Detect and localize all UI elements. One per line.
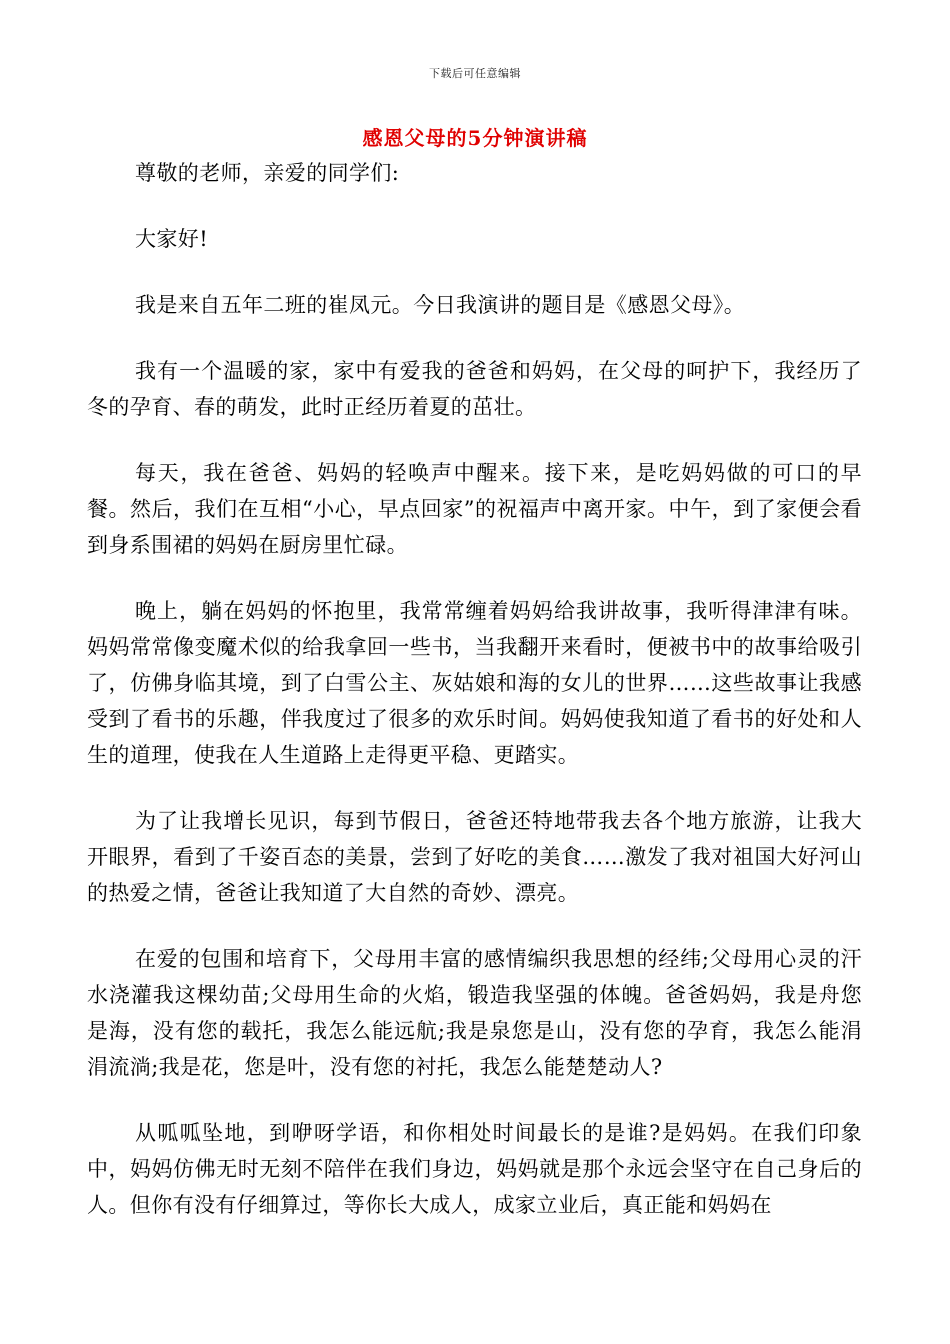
paragraph-intro: 我是来自五年二班的崔凤元。今日我演讲的题目是《感恩父母》。 bbox=[135, 293, 746, 317]
paragraph: 从呱呱坠地，到咿呀学语，和你相处时间最长的是谁?是妈妈。在我们印象中，妈妈仿佛无时无刻不陪伴在我们身边，妈妈就是那个永远会坚守在自己身后的人。但你有没有仔细算过，等你长大成人，成家立业后，真正能和妈妈在 bbox=[87, 1121, 862, 1217]
paragraph: 我有一个温暖的家，家中有爱我的爸爸和妈妈，在父母的呵护下，我经历了冬的孕育、春的萌发，此时正经历着夏的茁壮。 bbox=[87, 359, 862, 419]
document-body bbox=[87, 155, 862, 1253]
paragraph: 每天，我在爸爸、妈妈的轻唤声中醒来。接下来，是吃妈妈做的可口的早餐。然后，我们在互相“小心，早点回家”的祝福声中离开家。中午，到了家便会看到身系围裙的妈妈在厨房里忙碌。 bbox=[87, 461, 862, 557]
paragraph: 在爱的包围和培育下，父母用丰富的感情编织我思想的经纬;父母用心灵的汗水浇灌我这棵幼苗;父母用生命的火焰，锻造我坚强的体魄。爸爸妈妈，我是舟您是海，没有您的载托，我怎么能远航;我是泉您是山，没有您的孕育，我怎么能涓涓流淌;我是花，您是叶，没有您的衬托，我怎么能楚楚动人? bbox=[87, 947, 862, 1079]
paragraph-salutation: 尊敬的老师，亲爱的同学们: bbox=[135, 161, 400, 185]
paragraph-greeting: 大家好! bbox=[135, 227, 209, 251]
document-title: 感恩父母的5分钟演讲稿 bbox=[362, 126, 588, 150]
header-note: 下载后可任意编辑 bbox=[429, 67, 521, 80]
paragraph: 为了让我增长见识，每到节假日，爸爸还特地带我去各个地方旅游，让我大开眼界，看到了千姿百态的美景，尝到了好吃的美食……激发了我对祖国大好河山的热爱之情，爸爸让我知道了大自然的奇妙、漂亮。 bbox=[87, 809, 862, 905]
paragraph: 晚上，躺在妈妈的怀抱里，我常常缠着妈妈给我讲故事，我听得津津有味。妈妈常常像变魔术似的给我拿回一些书，当我翻开来看时，便被书中的故事给吸引了，仿佛身临其境，到了白雪公主、灰姑娘和海的女儿的世界……这些故事让我感受到了看书的乐趣，伴我度过了很多的欢乐时间。妈妈使我知道了看书的好处和人生的道理，使我在人生道路上走得更平稳、更踏实。 bbox=[87, 599, 862, 767]
